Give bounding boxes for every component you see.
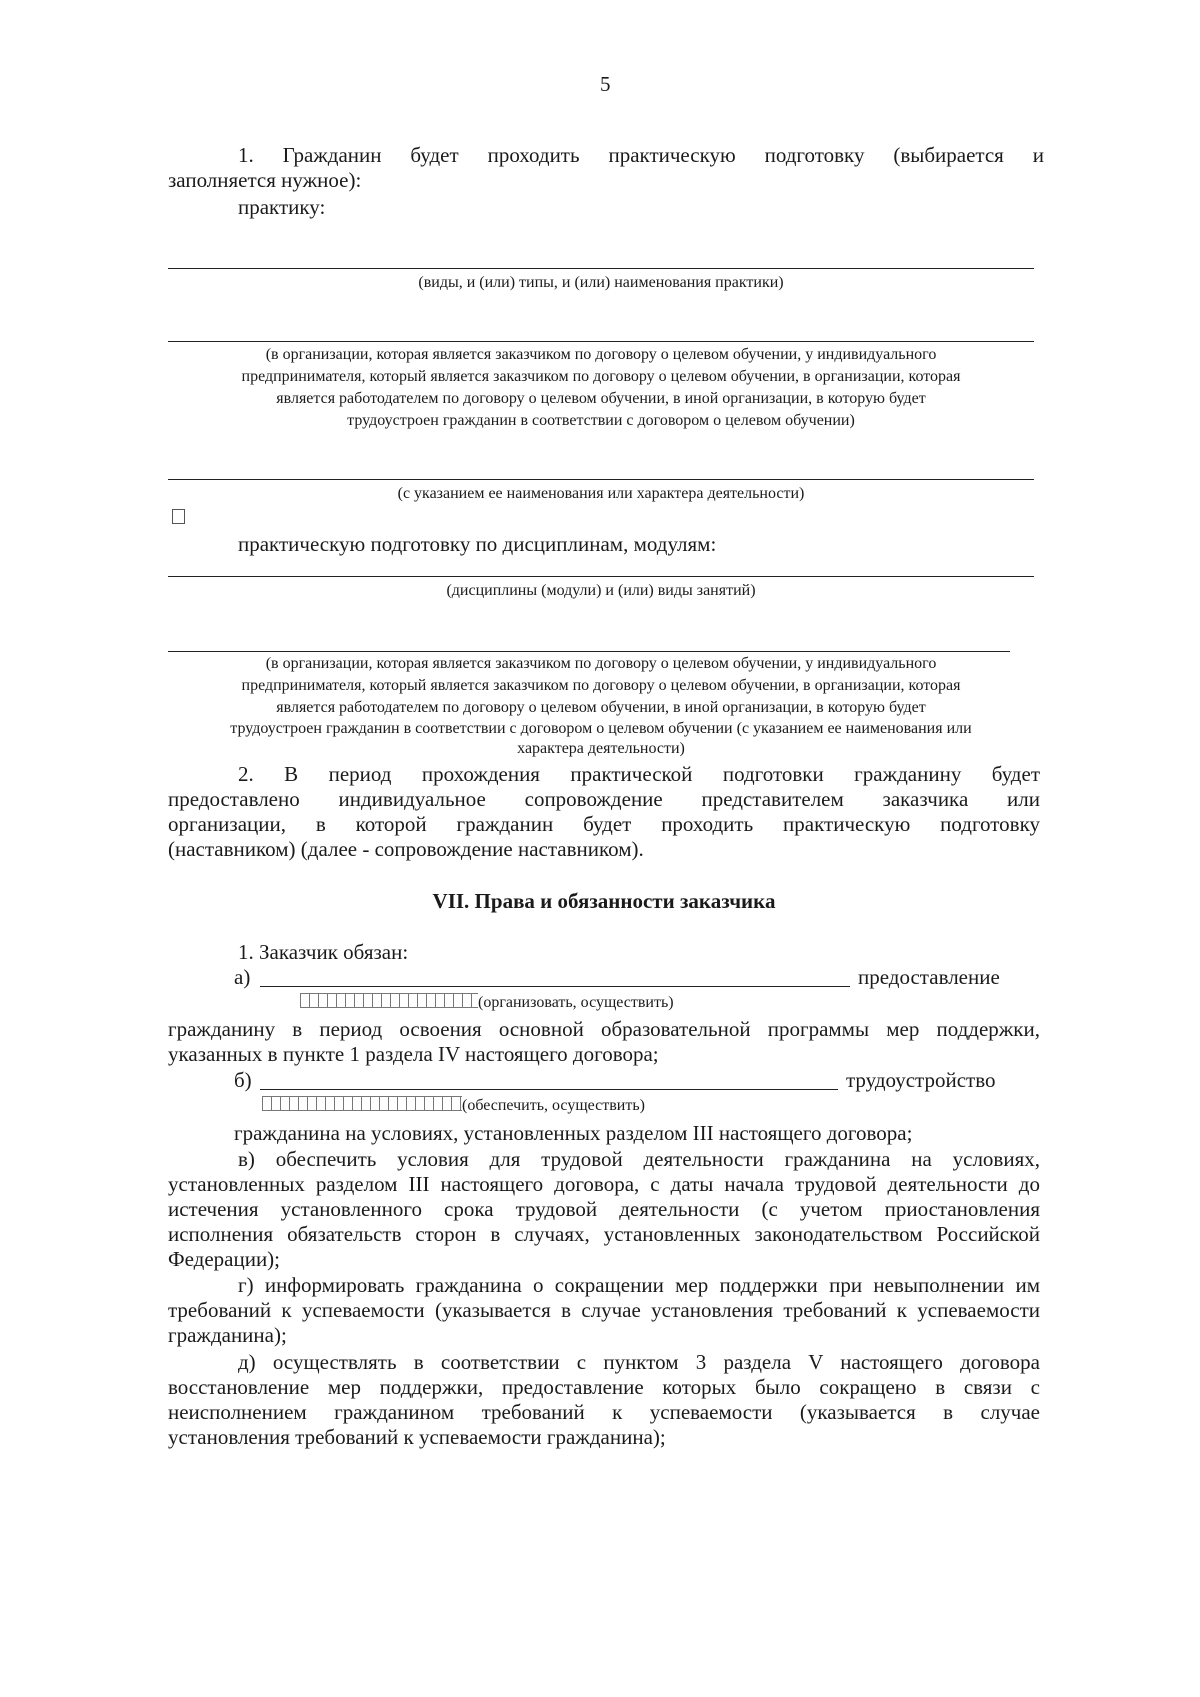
item-a-tail: предоставление <box>858 965 1000 989</box>
caption-organize-text: (организовать, осуществить) <box>478 994 674 1011</box>
paragraph-2-line-4: (наставником) (далее - сопровождение наставником). <box>168 837 644 861</box>
fill-line-organization-2[interactable] <box>168 651 1010 652</box>
customer-obliged: 1. Заказчик обязан: <box>238 940 409 964</box>
item-v-line-4: исполнения обязательств сторон в случаях, установленных законодательством Российской <box>168 1222 1040 1246</box>
caption-org-2-line-2: предпринимателя, который является заказчиком по договору о целевом обучении, в организации, которая <box>241 677 961 694</box>
item-v-line-3: истечения установленного срока трудовой деятельности (с учетом приостановления <box>168 1197 1040 1221</box>
item-v-line-1: в) обеспечить условия для трудовой деятельности гражданина на условиях, <box>238 1147 1040 1171</box>
section-title: VII. Права и обязанности заказчика <box>432 889 776 913</box>
item-g-line-2: требований к успеваемости (указывается в случае установления требований к успеваемости <box>168 1298 1040 1322</box>
item-b-letter: б) <box>234 1068 252 1092</box>
item-d-line-2: восстановление мер поддержки, предоставление которых было сокращено в связи с <box>168 1375 1040 1399</box>
caption-org-2-line-1: (в организации, которая является заказчиком по договору о целевом обучении, у индивидуального <box>265 655 937 672</box>
caption-org-1-line-4: трудоустроен гражданин в соответствии с договором о целевом обучении) <box>347 412 855 429</box>
item-d-line-1: д) осуществлять в соответствии с пунктом 3 раздела V настоящего договора <box>238 1350 1040 1374</box>
fill-line-name-or-kind[interactable] <box>168 479 1034 480</box>
hatch-mark <box>262 1096 462 1111</box>
item-b-tail: трудоустройство <box>846 1068 996 1092</box>
fill-line-practice-types[interactable] <box>168 268 1034 269</box>
caption-name-or-kind: (с указанием ее наименования или характера деятельности) <box>397 485 805 502</box>
caption-org-2-line-4: трудоустроен гражданин в соответствии с договором о целевом обучении (с указанием ее наименования или <box>230 720 972 737</box>
paragraph-2-line-2: предоставлено индивидуальное сопровождение представителем заказчика или <box>168 787 1040 811</box>
item-g-line-3: гражданина); <box>168 1323 287 1347</box>
caption-org-2-line-3: является работодателем по договору о целевом обучении, в иной организации, в которую будет <box>276 699 926 716</box>
practice-label: практику: <box>238 195 326 219</box>
caption-practice-types: (виды, и (или) типы, и (или) наименования практики) <box>418 274 784 291</box>
caption-org-1-line-1: (в организации, которая является заказчиком по договору о целевом обучении, у индивидуального <box>265 346 937 363</box>
page-number: 5 <box>600 72 611 96</box>
paragraph-1-line-2: заполняется нужное): <box>168 168 362 192</box>
caption-provide-text: (обеспечить, осуществить) <box>462 1097 645 1114</box>
item-d-line-4: установления требований к успеваемости гражданина); <box>168 1425 666 1449</box>
item-d-line-3: неисполнением гражданином требований к успеваемости (указывается в случае <box>168 1400 1040 1424</box>
item-a-letter: а) <box>234 965 251 989</box>
caption-org-1-line-3: является работодателем по договору о целевом обучении, в иной организации, в которую будет <box>276 390 926 407</box>
item-v-line-2: установленных разделом III настоящего договора, с даты начала трудовой деятельности до <box>168 1172 1040 1196</box>
fill-line-item-b[interactable] <box>260 1089 838 1090</box>
fill-line-item-a[interactable] <box>260 986 850 987</box>
hatch-mark <box>300 993 478 1008</box>
caption-disciplines: (дисциплины (модули) и (или) виды занятий) <box>446 582 756 599</box>
paragraph-1-line-1: 1. Гражданин будет проходить практическую подготовку (выбирается и <box>238 143 1044 167</box>
option-checkbox[interactable] <box>172 509 185 524</box>
fill-line-organization[interactable] <box>168 341 1034 342</box>
item-v-line-5: Федерации); <box>168 1247 281 1271</box>
paragraph-2-line-3: организации, в которой гражданин будет проходить практическую подготовку <box>168 812 1040 836</box>
fill-line-disciplines[interactable] <box>168 576 1034 577</box>
item-g-line-1: г) информировать гражданина о сокращении мер поддержки при невыполнении им <box>238 1273 1040 1297</box>
item-a-line-2: гражданину в период освоения основной образовательной программы мер поддержки, <box>168 1017 1040 1041</box>
paragraph-2-line-1: 2. В период прохождения практической подготовки гражданину будет <box>238 762 1040 786</box>
caption-provide <box>262 1096 645 1115</box>
item-a-line-3: указанных в пункте 1 раздела IV настоящего договора; <box>168 1042 659 1066</box>
disciplines-label: практическую подготовку по дисциплинам, модулям: <box>238 532 717 556</box>
caption-organize <box>300 993 674 1012</box>
caption-org-1-line-2: предпринимателя, который является заказчиком по договору о целевом обучении, в организации, которая <box>241 368 961 385</box>
item-b-line-2: гражданина на условиях, установленных разделом III настоящего договора; <box>234 1121 913 1145</box>
caption-org-2-line-5: характера деятельности) <box>517 740 685 757</box>
